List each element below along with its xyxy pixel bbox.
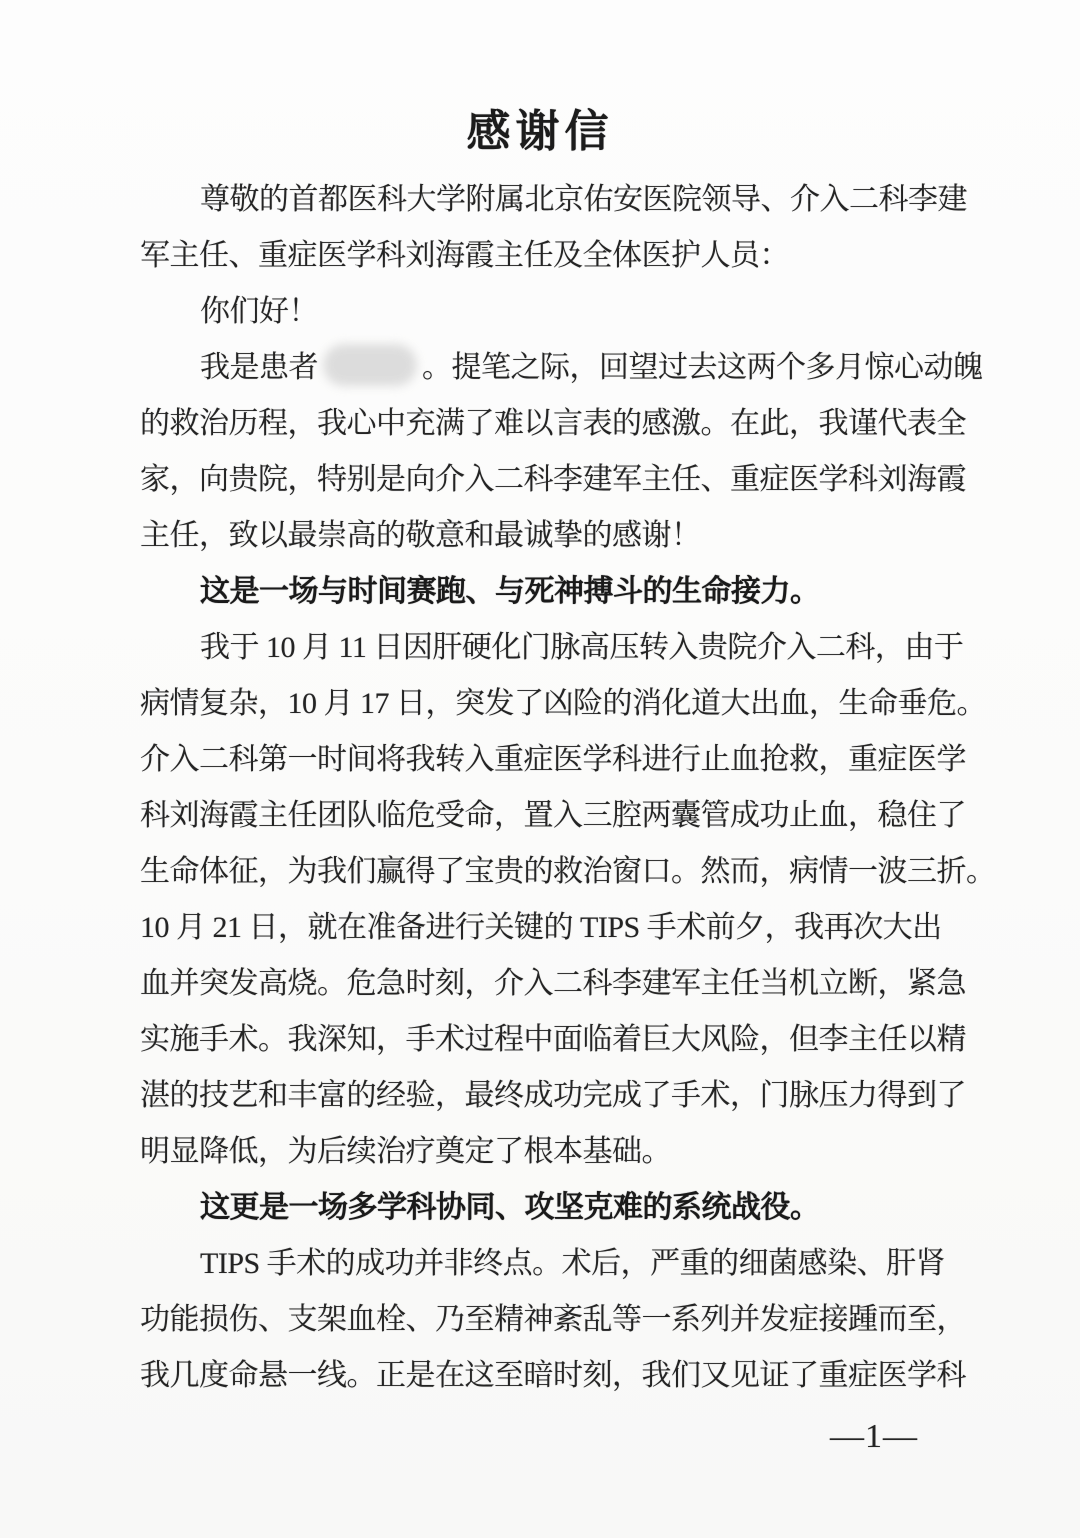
- text-line: 家，向贵院，特别是向介入二科李建军主任、重症医学科刘海霞: [140, 463, 966, 496]
- text-segment: 我是患者: [200, 351, 318, 384]
- section-heading-line: 这更是一场多学科协同、攻坚克难的系统战役。: [200, 1191, 820, 1224]
- text-line: 生命体征，为我们赢得了宝贵的救治窗口。然而，病情一波三折。: [140, 855, 996, 888]
- text-line: 我于 10 月 11 日因肝硬化门脉高压转入贵院介入二科，由于: [200, 631, 964, 664]
- page-number: —1—: [830, 1418, 918, 1455]
- text-line: 病情复杂，10 月 17 日，突发了凶险的消化道大出血，生命垂危。: [140, 687, 986, 720]
- text-line: 湛的技艺和丰富的经验，最终成功完成了手术，门脉压力得到了: [140, 1079, 966, 1112]
- text-line: 介入二科第一时间将我转入重症医学科进行止血抢救，重症医学: [140, 743, 966, 776]
- text-line: 10 月 21 日，就在准备进行关键的 TIPS 手术前夕，我再次大出: [140, 911, 942, 944]
- text-line: 实施手术。我深知，手术过程中面临着巨大风险，但李主任以精: [140, 1023, 966, 1056]
- text-line: 你们好！: [200, 295, 318, 328]
- section-heading-line: 这是一场与时间赛跑、与死神搏斗的生命接力。: [200, 575, 820, 608]
- text-line: 我几度命悬一线。正是在这至暗时刻，我们又见证了重症医学科: [140, 1359, 966, 1392]
- text-line: 军主任、重症医学科刘海霞主任及全体医护人员：: [140, 239, 789, 272]
- text-line: TIPS 手术的成功并非终点。术后，严重的细菌感染、肝肾: [200, 1247, 946, 1280]
- text-line: 血并突发高烧。危急时刻，介入二科李建军主任当机立断，紧急: [140, 967, 966, 1000]
- text-line: 尊敬的首都医科大学附属北京佑安医院领导、介入二科李建: [200, 183, 967, 216]
- text-line: [140, 340, 983, 396]
- text-segment: 。提笔之际，回望过去这两个多月惊心动魄: [422, 351, 983, 384]
- letter-title: 感谢信: [466, 107, 614, 156]
- letter-body: [140, 172, 996, 1404]
- text-line: 主任，致以最崇高的敬意和最诚挚的感谢！: [140, 519, 701, 552]
- text-line: 功能损伤、支架血栓、乃至精神紊乱等一系列并发症接踵而至，: [140, 1303, 966, 1336]
- text-line: 的救治历程，我心中充满了难以言表的感激。在此，我谨代表全: [140, 407, 966, 440]
- text-line: 明显降低，为后续治疗奠定了根本基础。: [140, 1135, 671, 1168]
- redacted-patient-name: [323, 344, 417, 386]
- text-line: 科刘海霞主任团队临危受命，置入三腔两囊管成功止血，稳住了: [140, 799, 966, 832]
